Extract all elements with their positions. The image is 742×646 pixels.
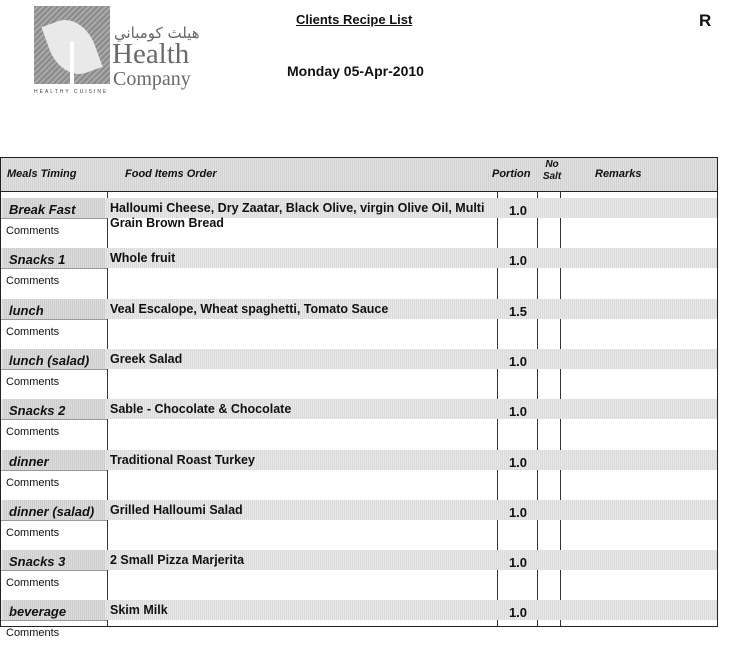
column-header-no-salt: No Salt <box>542 159 562 182</box>
row-divider <box>1 620 107 621</box>
column-header-food-items: Food Items Order <box>125 168 217 180</box>
portion-value: 1.0 <box>508 504 528 520</box>
logo-company-text: Company <box>113 68 191 90</box>
comments-label: Comments <box>6 426 60 439</box>
document-title: Clients Recipe List <box>296 12 413 27</box>
comments-label: Comments <box>6 476 60 489</box>
food-items: Whole fruit <box>110 251 176 266</box>
portion-value: 1.0 <box>508 605 528 621</box>
food-items: Traditional Roast Turkey <box>110 452 255 467</box>
food-items: Skim Milk <box>110 603 168 618</box>
column-header-meals-timing: Meals Timing <box>7 168 77 180</box>
food-items: Grilled Halloumi Salad <box>110 502 243 517</box>
row-divider <box>1 268 107 269</box>
portion-value: 1.5 <box>508 303 528 319</box>
meal-timing: Break Fast <box>9 202 76 217</box>
portion-value: 1.0 <box>508 404 528 420</box>
portion-value: 1.0 <box>508 454 528 470</box>
portion-value: 1.0 <box>508 555 528 571</box>
meal-timing: Snacks 2 <box>9 403 66 419</box>
meal-timing: lunch <box>9 302 44 318</box>
comments-label: Comments <box>6 577 60 590</box>
meal-timing: dinner <box>9 453 49 469</box>
column-header-remarks: Remarks <box>595 168 642 180</box>
stem-icon <box>70 42 74 84</box>
table-row <box>1 295 717 345</box>
table-row <box>1 395 717 445</box>
table-row <box>1 546 717 596</box>
row-divider <box>1 470 107 471</box>
row-divider <box>1 369 107 370</box>
comments-label: Comments <box>6 627 60 640</box>
logo-tagline: HEALTHY CUISINE <box>34 89 109 95</box>
corner-letter: R <box>699 11 712 30</box>
meal-timing: beverage <box>9 604 67 620</box>
meal-timing: lunch (salad) <box>9 352 90 368</box>
table-row <box>1 496 717 546</box>
table-row <box>1 194 717 244</box>
meal-timing: dinner (salad) <box>9 503 95 519</box>
table-row <box>1 345 717 395</box>
food-items: 2 Small Pizza Marjerita <box>110 553 245 568</box>
portion-value: 1.0 <box>508 203 528 218</box>
meal-timing: Snacks 3 <box>9 554 66 570</box>
table-header <box>1 158 717 192</box>
food-items: Veal Escalope, Wheat spaghetti, Tomato Sauce <box>110 301 389 316</box>
food-items: Greek Salad <box>110 351 183 366</box>
comments-label: Comments <box>6 526 60 539</box>
portion-value: 1.0 <box>508 253 528 269</box>
row-divider <box>1 319 107 320</box>
food-items: Halloumi Cheese, Dry Zaatar, Black Olive, virgin Olive Oil, Multi Grain Brown Bread <box>110 201 485 230</box>
meal-timing: Snacks 1 <box>9 252 66 268</box>
table-row <box>1 446 717 496</box>
comments-label: Comments <box>6 375 60 388</box>
recipe-table <box>0 157 718 640</box>
table-row <box>1 244 717 294</box>
portion-value: 1.0 <box>508 353 528 369</box>
logo-arabic-text: هيلث كومباني <box>114 24 200 42</box>
document-date: Monday 05-Apr-2010 <box>287 63 424 79</box>
comments-label: Comments <box>6 325 60 338</box>
comments-label: Comments <box>6 225 60 237</box>
comments-label: Comments <box>6 275 60 288</box>
column-header-portion: Portion <box>492 168 531 180</box>
table-row <box>1 596 717 646</box>
row-divider <box>1 419 107 420</box>
row-divider <box>1 570 107 571</box>
food-items: Sable - Chocolate & Chocolate <box>110 402 292 417</box>
row-divider <box>1 218 107 219</box>
row-divider <box>1 520 107 521</box>
company-logo <box>32 6 202 98</box>
logo-health-text: Health <box>112 38 190 70</box>
